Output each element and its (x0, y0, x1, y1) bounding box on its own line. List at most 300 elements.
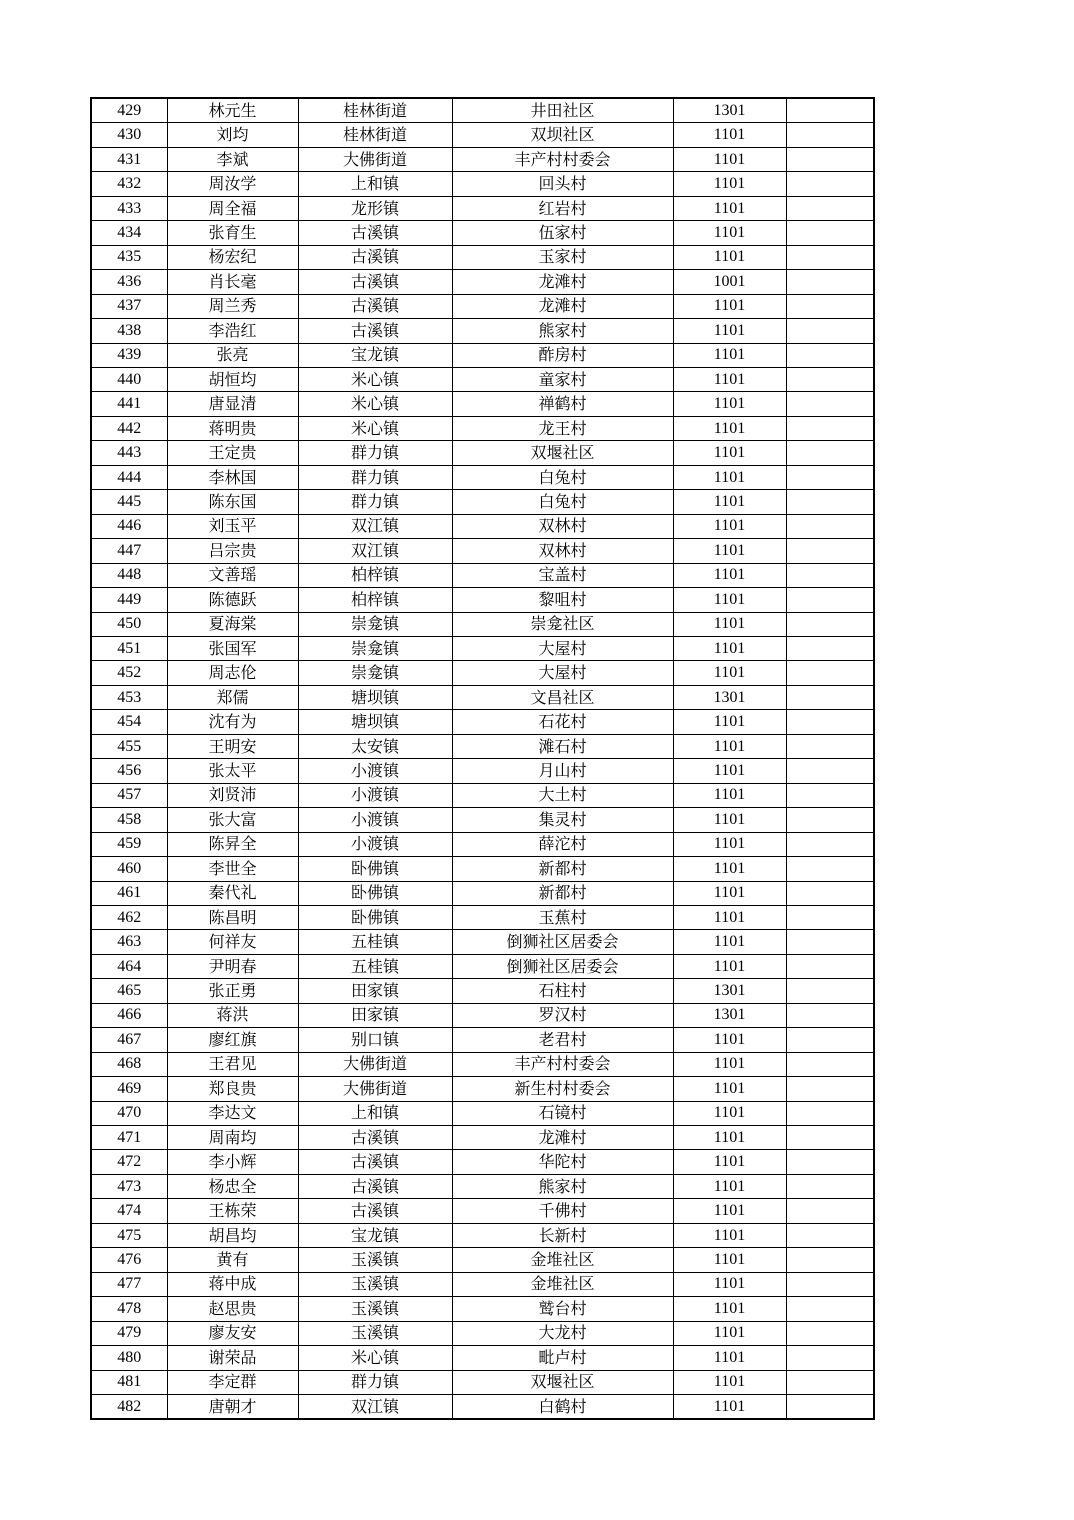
cell-extra (786, 490, 874, 514)
cell-town: 上和镇 (298, 1101, 452, 1125)
cell-town: 塘坝镇 (298, 685, 452, 709)
cell-town: 群力镇 (298, 490, 452, 514)
cell-name: 肖长毫 (167, 270, 298, 294)
cell-name: 李浩红 (167, 319, 298, 343)
cell-extra (786, 930, 874, 954)
table-row (91, 343, 874, 367)
cell-code: 1101 (673, 808, 786, 832)
table-row (91, 734, 874, 758)
table-row (91, 196, 874, 220)
cell-number: 475 (91, 1223, 167, 1247)
cell-code: 1101 (673, 392, 786, 416)
table-row (91, 979, 874, 1003)
table-row (91, 783, 874, 807)
cell-number: 472 (91, 1150, 167, 1174)
cell-village: 石花村 (452, 710, 673, 734)
cell-number: 461 (91, 881, 167, 905)
cell-number: 451 (91, 636, 167, 660)
cell-town: 米心镇 (298, 392, 452, 416)
cell-name: 秦代礼 (167, 881, 298, 905)
cell-town: 小渡镇 (298, 759, 452, 783)
cell-village: 新生村村委会 (452, 1077, 673, 1101)
cell-extra (786, 172, 874, 196)
table-row (91, 1126, 874, 1150)
cell-name: 蒋明贵 (167, 416, 298, 440)
cell-extra (786, 270, 874, 294)
cell-town: 玉溪镇 (298, 1297, 452, 1321)
cell-village: 金堆社区 (452, 1248, 673, 1272)
cell-name: 周全福 (167, 196, 298, 220)
cell-name: 张亮 (167, 343, 298, 367)
cell-code: 1101 (673, 905, 786, 929)
cell-extra (786, 1126, 874, 1150)
cell-extra (786, 954, 874, 978)
cell-code: 1101 (673, 147, 786, 171)
cell-extra (786, 1174, 874, 1198)
cell-name: 黄有 (167, 1248, 298, 1272)
cell-number: 446 (91, 514, 167, 538)
cell-town: 玉溪镇 (298, 1272, 452, 1296)
cell-code: 1101 (673, 539, 786, 563)
table-row (91, 392, 874, 416)
table-row (91, 588, 874, 612)
cell-extra (786, 661, 874, 685)
cell-village: 禅鹤村 (452, 392, 673, 416)
cell-name: 郑儒 (167, 685, 298, 709)
cell-town: 小渡镇 (298, 832, 452, 856)
cell-extra (786, 881, 874, 905)
cell-code: 1101 (673, 1174, 786, 1198)
cell-code: 1101 (673, 514, 786, 538)
cell-code: 1101 (673, 1272, 786, 1296)
cell-number: 462 (91, 905, 167, 929)
cell-town: 塘坝镇 (298, 710, 452, 734)
table-row (91, 294, 874, 318)
table-row (91, 1248, 874, 1272)
cell-extra (786, 1028, 874, 1052)
cell-number: 477 (91, 1272, 167, 1296)
cell-code: 1101 (673, 612, 786, 636)
cell-code: 1301 (673, 979, 786, 1003)
table-row (91, 1346, 874, 1370)
cell-village: 倒狮社区居委会 (452, 954, 673, 978)
cell-name: 陈昇全 (167, 832, 298, 856)
cell-code: 1101 (673, 1126, 786, 1150)
cell-code: 1101 (673, 490, 786, 514)
cell-code: 1101 (673, 857, 786, 881)
cell-number: 439 (91, 343, 167, 367)
cell-village: 龙滩村 (452, 294, 673, 318)
cell-village: 龙滩村 (452, 1126, 673, 1150)
cell-extra (786, 808, 874, 832)
table-row (91, 465, 874, 489)
cell-village: 毗卢村 (452, 1346, 673, 1370)
cell-name: 王栋荣 (167, 1199, 298, 1223)
cell-town: 群力镇 (298, 1370, 452, 1394)
cell-town: 五桂镇 (298, 954, 452, 978)
table-row (91, 1028, 874, 1052)
cell-code: 1301 (673, 98, 786, 123)
cell-town: 古溪镇 (298, 1126, 452, 1150)
cell-village: 大屋村 (452, 636, 673, 660)
cell-town: 米心镇 (298, 367, 452, 391)
cell-code: 1301 (673, 1003, 786, 1027)
cell-town: 双江镇 (298, 514, 452, 538)
cell-name: 廖红旗 (167, 1028, 298, 1052)
cell-number: 482 (91, 1395, 167, 1420)
cell-name: 周兰秀 (167, 294, 298, 318)
cell-number: 434 (91, 221, 167, 245)
cell-code: 1101 (673, 563, 786, 587)
cell-number: 447 (91, 539, 167, 563)
cell-name: 周汝学 (167, 172, 298, 196)
cell-village: 集灵村 (452, 808, 673, 832)
cell-town: 群力镇 (298, 465, 452, 489)
cell-extra (786, 783, 874, 807)
cell-name: 唐显清 (167, 392, 298, 416)
cell-number: 436 (91, 270, 167, 294)
cell-town: 古溪镇 (298, 1199, 452, 1223)
table-row (91, 416, 874, 440)
cell-code: 1101 (673, 759, 786, 783)
cell-name: 李达文 (167, 1101, 298, 1125)
cell-code: 1101 (673, 367, 786, 391)
cell-code: 1101 (673, 832, 786, 856)
cell-number: 444 (91, 465, 167, 489)
cell-number: 460 (91, 857, 167, 881)
cell-name: 陈德跃 (167, 588, 298, 612)
cell-code: 1101 (673, 123, 786, 147)
cell-town: 崇龛镇 (298, 636, 452, 660)
cell-name: 周南均 (167, 1126, 298, 1150)
cell-village: 井田社区 (452, 98, 673, 123)
cell-extra (786, 1223, 874, 1247)
cell-village: 石柱村 (452, 979, 673, 1003)
cell-extra (786, 857, 874, 881)
cell-village: 双林村 (452, 539, 673, 563)
cell-code: 1101 (673, 1077, 786, 1101)
cell-village: 月山村 (452, 759, 673, 783)
cell-extra (786, 1199, 874, 1223)
cell-town: 古溪镇 (298, 294, 452, 318)
cell-number: 473 (91, 1174, 167, 1198)
cell-code: 1101 (673, 710, 786, 734)
cell-town: 小渡镇 (298, 808, 452, 832)
cell-village: 华陀村 (452, 1150, 673, 1174)
cell-village: 龙滩村 (452, 270, 673, 294)
cell-village: 长新村 (452, 1223, 673, 1247)
table-row (91, 857, 874, 881)
table-row (91, 905, 874, 929)
table-row (91, 1174, 874, 1198)
cell-extra (786, 245, 874, 269)
cell-code: 1101 (673, 783, 786, 807)
cell-extra (786, 1321, 874, 1345)
cell-code: 1101 (673, 1395, 786, 1420)
cell-town: 古溪镇 (298, 1150, 452, 1174)
cell-number: 437 (91, 294, 167, 318)
cell-extra (786, 685, 874, 709)
cell-town: 古溪镇 (298, 1174, 452, 1198)
cell-code: 1101 (673, 294, 786, 318)
cell-name: 周志伦 (167, 661, 298, 685)
cell-extra (786, 1101, 874, 1125)
table-row (91, 172, 874, 196)
cell-name: 唐朝才 (167, 1395, 298, 1420)
cell-extra (786, 1272, 874, 1296)
cell-extra (786, 319, 874, 343)
table-row (91, 661, 874, 685)
cell-extra (786, 514, 874, 538)
cell-code: 1101 (673, 416, 786, 440)
cell-town: 大佛街道 (298, 147, 452, 171)
cell-code: 1101 (673, 221, 786, 245)
cell-town: 崇龛镇 (298, 612, 452, 636)
table-row (91, 563, 874, 587)
cell-village: 新都村 (452, 857, 673, 881)
cell-number: 449 (91, 588, 167, 612)
cell-village: 双堰社区 (452, 441, 673, 465)
cell-extra (786, 123, 874, 147)
cell-town: 古溪镇 (298, 245, 452, 269)
cell-village: 崇龛社区 (452, 612, 673, 636)
cell-town: 田家镇 (298, 979, 452, 1003)
table-row (91, 1272, 874, 1296)
cell-number: 429 (91, 98, 167, 123)
cell-number: 443 (91, 441, 167, 465)
cell-name: 蒋中成 (167, 1272, 298, 1296)
cell-code: 1101 (673, 930, 786, 954)
cell-number: 464 (91, 954, 167, 978)
table-row (91, 1101, 874, 1125)
cell-name: 李定群 (167, 1370, 298, 1394)
cell-name: 杨忠全 (167, 1174, 298, 1198)
cell-extra (786, 759, 874, 783)
cell-name: 张正勇 (167, 979, 298, 1003)
roster-table-body (91, 98, 874, 1419)
cell-name: 沈有为 (167, 710, 298, 734)
cell-number: 468 (91, 1052, 167, 1076)
table-row (91, 539, 874, 563)
cell-extra (786, 1370, 874, 1394)
cell-number: 430 (91, 123, 167, 147)
cell-code: 1101 (673, 196, 786, 220)
cell-extra (786, 734, 874, 758)
cell-name: 刘玉平 (167, 514, 298, 538)
cell-village: 熊家村 (452, 319, 673, 343)
cell-extra (786, 98, 874, 123)
cell-extra (786, 465, 874, 489)
cell-code: 1101 (673, 1346, 786, 1370)
cell-name: 陈昌明 (167, 905, 298, 929)
cell-village: 白兔村 (452, 490, 673, 514)
cell-code: 1101 (673, 343, 786, 367)
cell-number: 470 (91, 1101, 167, 1125)
cell-town: 古溪镇 (298, 270, 452, 294)
cell-number: 459 (91, 832, 167, 856)
cell-village: 黎咀村 (452, 588, 673, 612)
cell-extra (786, 1346, 874, 1370)
table-row (91, 1321, 874, 1345)
cell-name: 张国军 (167, 636, 298, 660)
cell-extra (786, 1077, 874, 1101)
cell-village: 鹫台村 (452, 1297, 673, 1321)
table-row (91, 881, 874, 905)
table-row (91, 930, 874, 954)
table-row (91, 1150, 874, 1174)
cell-village: 伍家村 (452, 221, 673, 245)
cell-name: 夏海棠 (167, 612, 298, 636)
cell-town: 群力镇 (298, 441, 452, 465)
table-row (91, 123, 874, 147)
table-row (91, 759, 874, 783)
cell-village: 大屋村 (452, 661, 673, 685)
cell-number: 435 (91, 245, 167, 269)
cell-number: 463 (91, 930, 167, 954)
cell-town: 玉溪镇 (298, 1248, 452, 1272)
cell-code: 1101 (673, 881, 786, 905)
cell-town: 小渡镇 (298, 783, 452, 807)
cell-town: 龙形镇 (298, 196, 452, 220)
cell-town: 卧佛镇 (298, 905, 452, 929)
cell-number: 457 (91, 783, 167, 807)
cell-extra (786, 1248, 874, 1272)
table-row (91, 1077, 874, 1101)
cell-extra (786, 1052, 874, 1076)
cell-extra (786, 588, 874, 612)
cell-code: 1101 (673, 319, 786, 343)
cell-town: 大佛街道 (298, 1077, 452, 1101)
table-row (91, 490, 874, 514)
cell-village: 宝盖村 (452, 563, 673, 587)
cell-town: 柏梓镇 (298, 563, 452, 587)
cell-number: 471 (91, 1126, 167, 1150)
cell-town: 别口镇 (298, 1028, 452, 1052)
table-row (91, 832, 874, 856)
table-row (91, 1370, 874, 1394)
cell-number: 448 (91, 563, 167, 587)
cell-town: 米心镇 (298, 1346, 452, 1370)
cell-name: 郑良贵 (167, 1077, 298, 1101)
cell-extra (786, 221, 874, 245)
cell-village: 玉家村 (452, 245, 673, 269)
cell-name: 胡恒均 (167, 367, 298, 391)
cell-code: 1101 (673, 636, 786, 660)
cell-village: 白兔村 (452, 465, 673, 489)
cell-extra (786, 294, 874, 318)
cell-name: 李斌 (167, 147, 298, 171)
table-row (91, 245, 874, 269)
cell-number: 458 (91, 808, 167, 832)
cell-code: 1101 (673, 1223, 786, 1247)
cell-name: 李小辉 (167, 1150, 298, 1174)
cell-name: 林元生 (167, 98, 298, 123)
cell-town: 古溪镇 (298, 319, 452, 343)
cell-town: 桂林街道 (298, 98, 452, 123)
cell-town: 卧佛镇 (298, 881, 452, 905)
table-row (91, 954, 874, 978)
cell-village: 丰产村村委会 (452, 1052, 673, 1076)
cell-number: 453 (91, 685, 167, 709)
cell-code: 1101 (673, 1248, 786, 1272)
cell-name: 王定贵 (167, 441, 298, 465)
cell-name: 王明安 (167, 734, 298, 758)
cell-extra (786, 147, 874, 171)
cell-town: 五桂镇 (298, 930, 452, 954)
cell-village: 丰产村村委会 (452, 147, 673, 171)
cell-code: 1101 (673, 1199, 786, 1223)
cell-village: 罗汉村 (452, 1003, 673, 1027)
cell-name: 刘均 (167, 123, 298, 147)
cell-town: 玉溪镇 (298, 1321, 452, 1345)
table-row (91, 808, 874, 832)
cell-village: 滩石村 (452, 734, 673, 758)
table-row (91, 270, 874, 294)
cell-village: 新都村 (452, 881, 673, 905)
cell-town: 上和镇 (298, 172, 452, 196)
cell-extra (786, 1297, 874, 1321)
cell-code: 1101 (673, 661, 786, 685)
cell-village: 龙王村 (452, 416, 673, 440)
cell-name: 张育生 (167, 221, 298, 245)
table-row (91, 1297, 874, 1321)
cell-code: 1101 (673, 245, 786, 269)
table-row (91, 441, 874, 465)
cell-number: 466 (91, 1003, 167, 1027)
cell-number: 456 (91, 759, 167, 783)
cell-extra (786, 636, 874, 660)
cell-code: 1301 (673, 685, 786, 709)
cell-name: 胡昌均 (167, 1223, 298, 1247)
cell-extra (786, 441, 874, 465)
cell-number: 445 (91, 490, 167, 514)
cell-code: 1101 (673, 172, 786, 196)
cell-code: 1101 (673, 441, 786, 465)
cell-name: 文善瑶 (167, 563, 298, 587)
table-row (91, 710, 874, 734)
cell-town: 太安镇 (298, 734, 452, 758)
table-row (91, 1223, 874, 1247)
cell-village: 熊家村 (452, 1174, 673, 1198)
cell-code: 1001 (673, 270, 786, 294)
cell-name: 何祥友 (167, 930, 298, 954)
cell-number: 479 (91, 1321, 167, 1345)
cell-name: 王君见 (167, 1052, 298, 1076)
cell-extra (786, 196, 874, 220)
cell-village: 双坝社区 (452, 123, 673, 147)
cell-extra (786, 367, 874, 391)
cell-village: 老君村 (452, 1028, 673, 1052)
cell-village: 酢房村 (452, 343, 673, 367)
cell-village: 薛沱村 (452, 832, 673, 856)
table-row (91, 636, 874, 660)
cell-village: 白鹤村 (452, 1395, 673, 1420)
cell-code: 1101 (673, 954, 786, 978)
table-row (91, 367, 874, 391)
cell-name: 尹明春 (167, 954, 298, 978)
cell-village: 双林村 (452, 514, 673, 538)
cell-code: 1101 (673, 1370, 786, 1394)
cell-name: 张大富 (167, 808, 298, 832)
cell-town: 崇龛镇 (298, 661, 452, 685)
table-row (91, 1052, 874, 1076)
cell-extra (786, 539, 874, 563)
cell-village: 童家村 (452, 367, 673, 391)
cell-code: 1101 (673, 588, 786, 612)
cell-extra (786, 343, 874, 367)
cell-town: 古溪镇 (298, 221, 452, 245)
cell-code: 1101 (673, 465, 786, 489)
